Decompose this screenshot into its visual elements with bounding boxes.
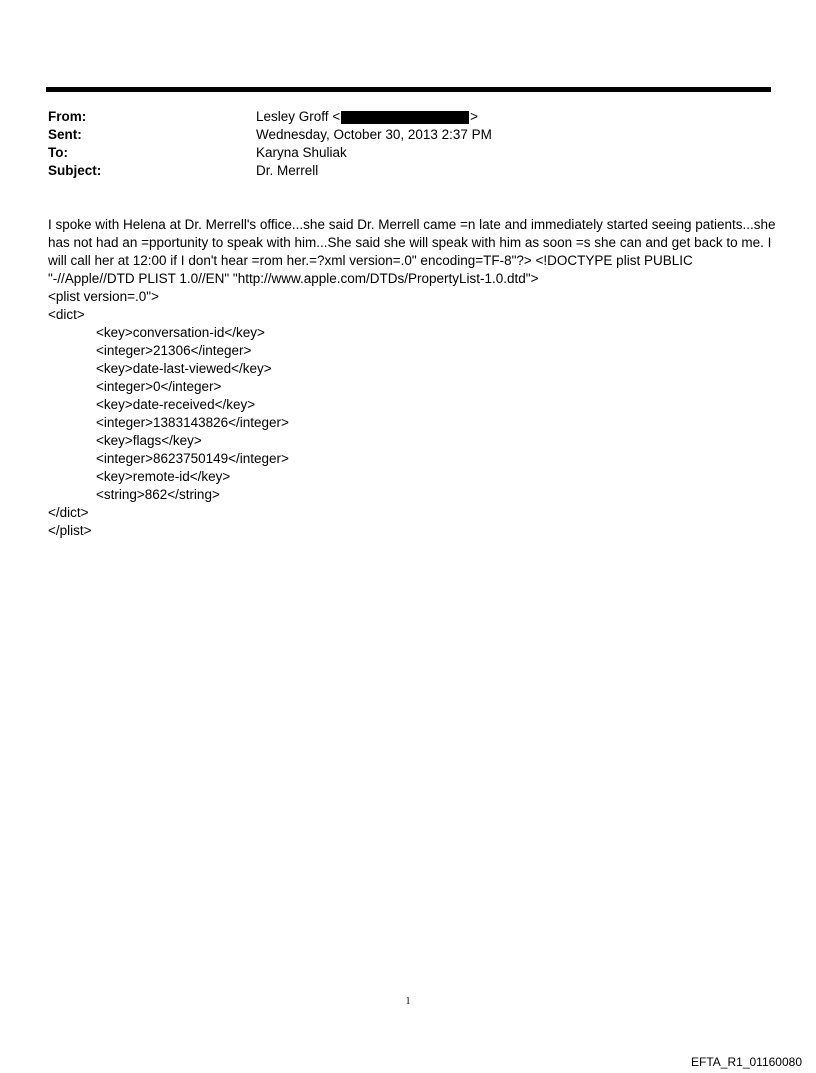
from-suffix: > [470,109,479,124]
plist-entry-line: <integer>8623750149</integer> [96,451,289,466]
to-value: Karyna Shuliak [256,145,347,160]
plist-entry-line: <integer>1383143826</integer> [96,415,289,430]
subject-value: Dr. Merrell [256,163,319,178]
plist-close-line: </plist> [48,523,92,538]
plist-entry-line: <key>date-last-viewed</key> [96,361,272,376]
email-header [48,108,748,180]
plist-open-line: <plist version=.0"> [48,289,159,304]
sent-label: Sent: [48,127,82,142]
page-number: 1 [405,996,411,1007]
sent-value: Wednesday, October 30, 2013 2:37 PM [256,127,492,142]
redacted-email [341,111,469,124]
email-body [48,216,776,540]
from-row [48,108,748,126]
document-id: EFTA_R1_01160080 [691,1055,802,1069]
header-divider [46,87,771,92]
to-label: To: [48,145,68,160]
from-label: From: [48,109,87,124]
from-name: Lesley Groff < [256,109,341,124]
plist-entry-line: <key>remote-id</key> [96,469,231,484]
sent-row [48,126,748,144]
plist-entry-line: <key>conversation-id</key> [96,325,265,340]
body-paragraph: I spoke with Helena at Dr. Merrell's office...she said Dr. Merrell came =n late and immediately started seeing patients...she has not had an =pportunity to speak with him...She said she will speak with him as soon =s she can and get back to me. I will call her at 12:00 if I don't hear =rom her.=?xml version=.0" encoding=TF-8"?> <!DOCTYPE plist PUBLIC "-//Apple//DTD PLIST 1.0//EN" "http://www.apple.com/DTDs/PropertyList-1.0.dtd"> [48,217,776,286]
to-row [48,144,748,162]
plist-entry-line: <key>date-received</key> [96,397,256,412]
subject-row [48,162,748,180]
plist-entry-line: <integer>0</integer> [96,379,222,394]
plist-entry-line: <string>862</string> [96,487,220,502]
plist-entry-line: <key>flags</key> [96,433,202,448]
from-value [256,108,748,126]
dict-close-line: </dict> [48,505,89,520]
subject-label: Subject: [48,163,102,178]
plist-entry-line: <integer>21306</integer> [96,343,252,358]
dict-open-line: <dict> [48,307,85,322]
